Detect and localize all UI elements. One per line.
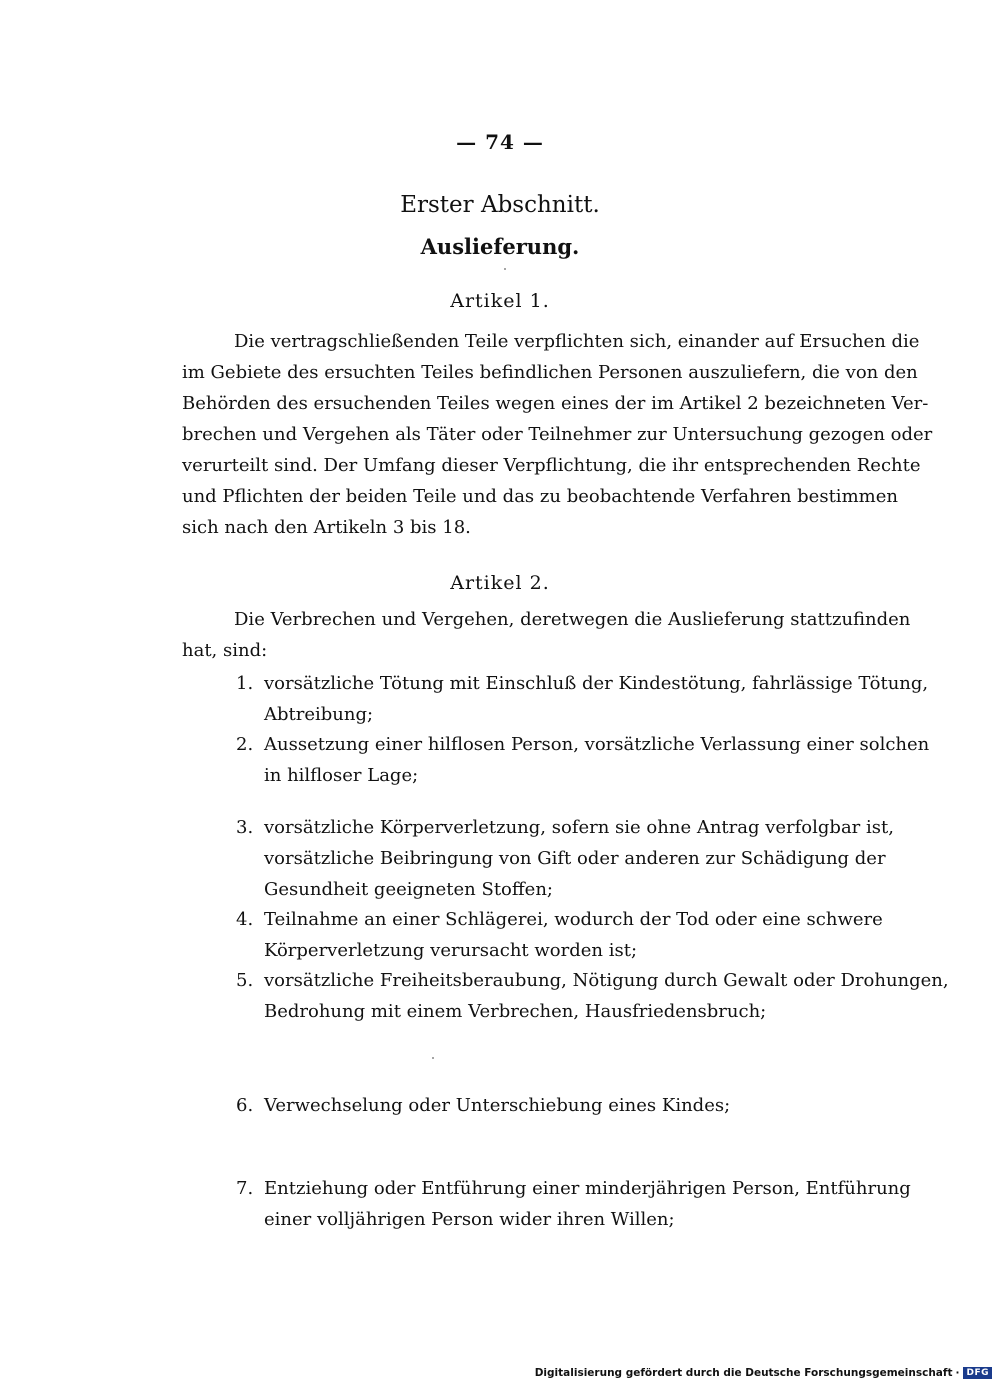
text-line: Teilnahme an einer Schlägerei, wodurch der Tod oder eine schwere (264, 909, 883, 930)
digitization-footer (535, 1367, 992, 1379)
text-line: vorsätzliche Beibringung von Gift oder anderen zur Schädigung der (264, 848, 886, 869)
text-line: Behörden des ersuchenden Teiles wegen eines der im Artikel 2 bezeichneten Ver- (182, 393, 929, 414)
page-number: — 74 — (456, 130, 544, 154)
text-line: Bedrohung mit einem Verbrechen, Hausfriedensbruch; (264, 1001, 767, 1022)
article-1-paragraph (182, 326, 933, 543)
print-speck (432, 1057, 434, 1059)
article-1-heading: Artikel 1. (450, 290, 550, 312)
list-item-number: 2. (236, 734, 254, 755)
text-line: brechen und Vergehen als Täter oder Teilnehmer zur Untersuchung gezogen oder (182, 424, 933, 445)
text-line: in hilfloser Lage; (264, 765, 419, 786)
list-item (236, 965, 949, 1027)
list-item-number: 6. (236, 1095, 254, 1116)
text-line: einer volljährigen Person wider ihren Willen; (264, 1209, 675, 1230)
text-line: Abtreibung; (264, 704, 374, 725)
list-item-number: 1. (236, 673, 254, 694)
text-line: Entziehung oder Entführung einer minderjährigen Person, Entführung (264, 1178, 911, 1199)
text-line: vorsätzliche Freiheitsberaubung, Nötigung durch Gewalt oder Drohungen, (264, 970, 949, 991)
text-line: im Gebiete des ersuchten Teiles befindlichen Personen auszuliefern, die von den (182, 362, 918, 383)
dfg-logo-icon: DFG (963, 1367, 992, 1379)
list-item (236, 904, 883, 966)
footer-text: Digitalisierung gefördert durch die Deutsche Forschungsgemeinschaft (534, 1367, 953, 1379)
section-title: Erster Abschnitt. (400, 192, 600, 218)
text-line: Körperverletzung verursacht worden ist; (264, 940, 638, 961)
list-item (236, 1090, 820, 1121)
text-line: Die vertragschließenden Teile verpflichten sich, einander auf Ersuchen die (234, 331, 920, 352)
list-item-number: 7. (236, 1178, 254, 1199)
text-line: vorsätzliche Tötung mit Einschluß der Kindestötung, fahrlässige Tötung, (264, 673, 929, 694)
footer-separator: · (955, 1367, 960, 1379)
print-speck (504, 268, 506, 270)
article-2-heading: Artikel 2. (450, 572, 550, 594)
section-subtitle: Auslieferung. (420, 234, 580, 259)
list-item-number: 3. (236, 817, 254, 838)
list-item (236, 1173, 911, 1235)
list-item-number: 5. (236, 970, 254, 991)
list-item (236, 729, 930, 791)
text-line: Aussetzung einer hilflosen Person, vorsätzliche Verlassung einer solchen (264, 734, 930, 755)
text-line: vorsätzliche Körperverletzung, sofern sie ohne Antrag verfolgbar ist, (264, 817, 894, 838)
text-line: hat, sind: (182, 640, 268, 661)
list-item (236, 668, 929, 730)
list-item (236, 812, 894, 905)
text-line: Gesundheit geeigneten Stoffen; (264, 879, 553, 900)
text-line: Verwechselung oder Unterschiebung eines Kindes; (264, 1095, 731, 1116)
text-line: sich nach den Artikeln 3 bis 18. (182, 517, 471, 538)
text-line: verurteilt sind. Der Umfang dieser Verpflichtung, die ihr entsprechenden Rechte (182, 455, 921, 476)
text-line: Die Verbrechen und Vergehen, deretwegen die Auslieferung stattzufinden (234, 609, 911, 630)
article-2-intro (182, 604, 911, 666)
text-line: und Pflichten der beiden Teile und das zu beobachtende Verfahren bestimmen (182, 486, 898, 507)
list-item-number: 4. (236, 909, 254, 930)
